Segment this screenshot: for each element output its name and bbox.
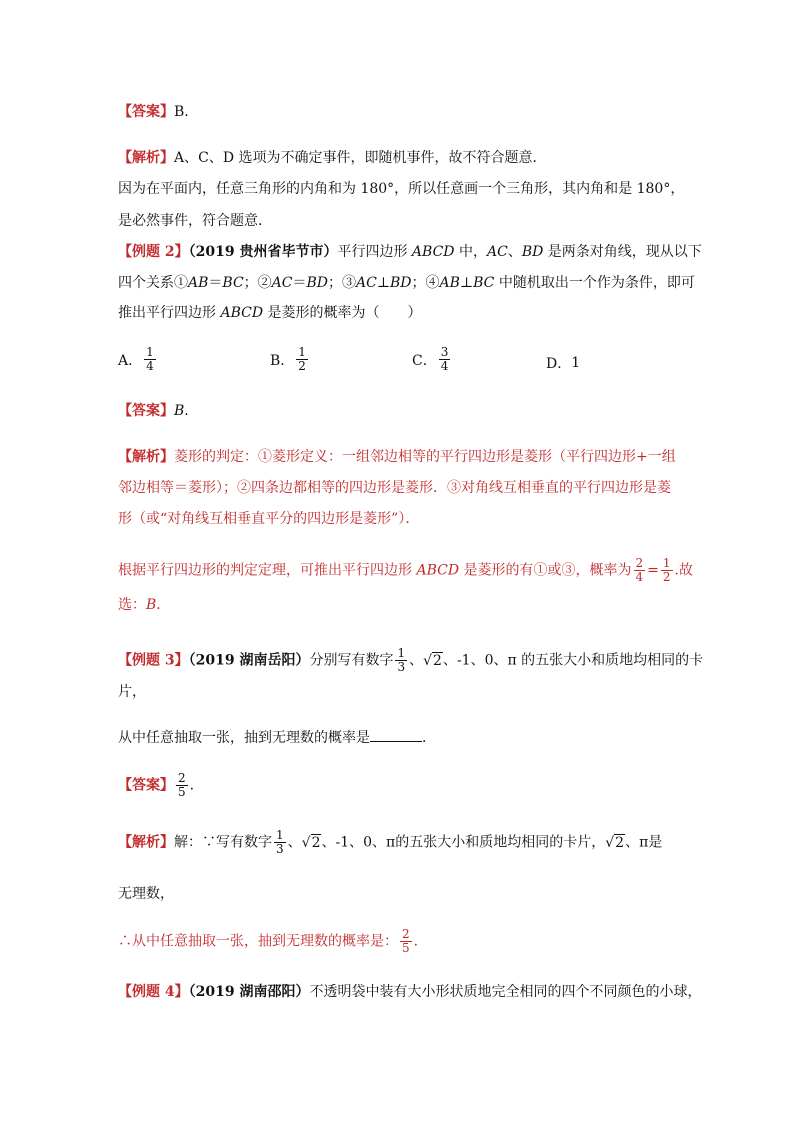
math-var: AC xyxy=(271,275,293,291)
question-2-line-2 xyxy=(118,272,695,294)
fraction-numerator: 2 xyxy=(402,927,410,941)
fraction-numerator: 1 xyxy=(146,345,154,359)
fraction xyxy=(661,557,673,584)
square-root xyxy=(423,650,443,672)
explanation-1-line-2: 因为在平面内，任意三角形的内角和为 180°，所以任意画一个三角形，其内角和是 180°， xyxy=(118,181,685,197)
explanation-text: A、C、D 选项为不确定事件，即随机事件，故不符合题意． xyxy=(174,150,547,166)
option-fraction xyxy=(296,346,308,373)
explanation-text: 是菱形的有①或③，概率为 xyxy=(459,562,632,579)
option-label: B． xyxy=(270,352,295,369)
fraction-numerator: 2 xyxy=(635,556,644,570)
question-text: 是两条对角线，现从以下 xyxy=(543,244,702,260)
answer-punct: . xyxy=(189,777,195,794)
explanation-text: 、 xyxy=(287,834,302,851)
question-tag: 【例题 2】 xyxy=(118,244,189,260)
fraction xyxy=(274,829,286,856)
radical-sign: √ xyxy=(301,834,311,851)
answer-value: B xyxy=(174,403,185,419)
math-var: BD xyxy=(390,275,412,291)
explanation-2-line-2: 邻边相等＝菱形）；②四条边都相等的四边形是菱形．③对角线互相垂直的平行四边形是菱 xyxy=(118,480,671,496)
option-b[interactable] xyxy=(270,346,310,373)
radicand: 2 xyxy=(615,834,625,851)
math-var: AB xyxy=(439,275,460,291)
question-source: （2019 贵州省毕节市） xyxy=(188,244,338,260)
option-value: 1 xyxy=(571,355,581,371)
math-var: AC xyxy=(486,244,508,260)
square-root xyxy=(302,832,322,854)
question-source: （2019 湖南岳阳） xyxy=(188,652,310,669)
fraction-numerator: 1 xyxy=(662,556,671,570)
explanation-3-line-1 xyxy=(118,829,662,856)
question-text: 平行四边形 xyxy=(337,244,412,260)
answer-1 xyxy=(118,101,189,123)
question-text: ＝ xyxy=(208,275,223,291)
explanation-text: 选： xyxy=(118,597,146,613)
fraction-denominator: 2 xyxy=(298,359,306,373)
explanation-text: ． xyxy=(156,597,171,613)
math-var: BD xyxy=(521,244,544,260)
answer-punct: . xyxy=(184,403,189,419)
explanation-text: ∴从中任意抽取一张，抽到无理数的概率是： xyxy=(118,933,398,950)
option-fraction xyxy=(144,346,156,373)
answer-blank[interactable] xyxy=(370,727,422,742)
explanation-tag: 【解析】 xyxy=(118,834,174,851)
question-text: 、 xyxy=(507,244,522,260)
explanation-text: 、-1、0、π的五张大小和质地均相同的卡片， xyxy=(321,834,606,851)
question-2-line-3 xyxy=(118,302,422,324)
fraction-denominator: 3 xyxy=(276,842,284,856)
question-text: ；③ xyxy=(328,275,357,291)
radical-sign: √ xyxy=(605,834,615,851)
explanation-1-line-3: 是必然事件，符合题意． xyxy=(118,213,272,229)
question-3-line-1 xyxy=(118,647,703,674)
explanation-3-line-2: 无理数， xyxy=(118,886,174,902)
question-text: ＝ xyxy=(292,275,307,291)
math-var: BC xyxy=(222,275,244,291)
explanation-text: 解：∵写有数字 xyxy=(174,834,272,851)
math-var: ABCD xyxy=(220,305,264,321)
fraction xyxy=(400,928,412,955)
question-text: 从中任意抽取一张，抽到无理数的概率是 xyxy=(118,730,370,746)
question-text: 、-1、0、π 的五张大小和质地均相同的卡 xyxy=(442,652,704,669)
question-text: 中随机取出一个作为条件，即可 xyxy=(494,275,695,291)
explanation-text: 根据平行四边形的判定定理，可推出平行四边形 xyxy=(118,562,417,579)
question-text: 不透明袋中装有大小形状质地完全相同的四个不同颜色的小球， xyxy=(309,984,702,1000)
option-label: C． xyxy=(412,352,437,369)
fraction xyxy=(395,647,407,674)
fraction-denominator: 5 xyxy=(178,785,186,799)
explanation-tag: 【解析】 xyxy=(118,150,174,166)
fraction-denominator: 4 xyxy=(635,570,644,584)
fraction-denominator: 5 xyxy=(402,941,410,955)
question-text: 中， xyxy=(454,244,487,260)
math-var: BC xyxy=(473,275,495,291)
explanation-2-line-5 xyxy=(118,594,170,616)
fraction-numerator: 2 xyxy=(178,771,186,785)
fraction-numerator: 1 xyxy=(298,345,306,359)
explanation-tag: 【解析】 xyxy=(118,449,174,465)
option-fraction xyxy=(439,346,451,373)
question-tag: 【例题 3】 xyxy=(118,652,189,669)
fraction-numerator: 3 xyxy=(440,345,449,359)
fraction-numerator: 1 xyxy=(397,646,406,660)
explanation-text: .故 xyxy=(674,562,693,579)
answer-3 xyxy=(118,772,194,799)
question-2-line-1 xyxy=(118,241,702,263)
question-text: ⊥ xyxy=(459,275,474,291)
fraction xyxy=(634,557,646,584)
question-3-line-2: 片， xyxy=(118,684,146,700)
explanation-text: 、π是 xyxy=(625,834,663,851)
question-text: ；② xyxy=(243,275,272,291)
fraction-denominator: 4 xyxy=(440,359,449,373)
math-var: AC xyxy=(356,275,377,291)
answer-tag: 【答案】 xyxy=(118,777,174,794)
square-root xyxy=(605,832,625,854)
fraction-denominator: 2 xyxy=(662,570,671,584)
question-text: ． xyxy=(422,730,436,746)
fraction xyxy=(176,772,188,799)
question-text: 、 xyxy=(409,652,424,669)
explanation-2-line-4 xyxy=(118,557,693,584)
explanation-3-line-3 xyxy=(118,928,428,955)
explanation-text: 菱形的判定：①菱形定义：一组邻边相等的平行四边形是菱形（平行四边形+一组 xyxy=(174,449,676,465)
radicand: 2 xyxy=(433,652,442,669)
question-4-line-1 xyxy=(118,981,701,1003)
question-3-line-3 xyxy=(118,727,436,749)
option-a[interactable] xyxy=(118,346,158,373)
question-text: 分别写有数字 xyxy=(309,652,394,669)
math-var: AB xyxy=(188,275,209,291)
fraction-numerator: 1 xyxy=(276,828,284,842)
math-var: ABCD xyxy=(416,562,460,579)
question-tag: 【例题 4】 xyxy=(118,984,189,1000)
explanation-2-line-3: 形（或“对角线互相垂直平分的四边形是菱形”）． xyxy=(118,511,420,527)
fraction-denominator: 3 xyxy=(397,660,406,674)
math-var: BD xyxy=(306,275,329,291)
radicand: 2 xyxy=(311,834,321,851)
fraction-denominator: 4 xyxy=(146,359,154,373)
answer-tag: 【答案】 xyxy=(118,104,174,120)
question-text: 四个关系① xyxy=(118,275,188,291)
question-text: 是菱形的概率为（ ） xyxy=(263,305,422,321)
explanation-text: ． xyxy=(413,933,428,950)
question-source: （2019 湖南邵阳） xyxy=(188,984,310,1000)
answer-tag: 【答案】 xyxy=(118,403,174,419)
radical-sign: √ xyxy=(423,652,433,669)
option-d[interactable] xyxy=(546,353,580,373)
answer-2 xyxy=(118,400,189,422)
option-label: D． xyxy=(546,356,572,372)
equals-sign: = xyxy=(647,562,659,579)
question-text: 推出平行四边形 xyxy=(118,305,221,321)
answer-value: B. xyxy=(174,104,189,120)
explanation-2-line-1 xyxy=(118,446,676,468)
question-text: ⊥ xyxy=(376,275,391,291)
option-label: A． xyxy=(118,352,143,369)
math-var: B xyxy=(146,597,157,613)
math-var: ABCD xyxy=(411,244,455,260)
option-c[interactable] xyxy=(412,346,452,373)
explanation-1-line-1 xyxy=(118,147,547,169)
question-text: ；④ xyxy=(411,275,440,291)
